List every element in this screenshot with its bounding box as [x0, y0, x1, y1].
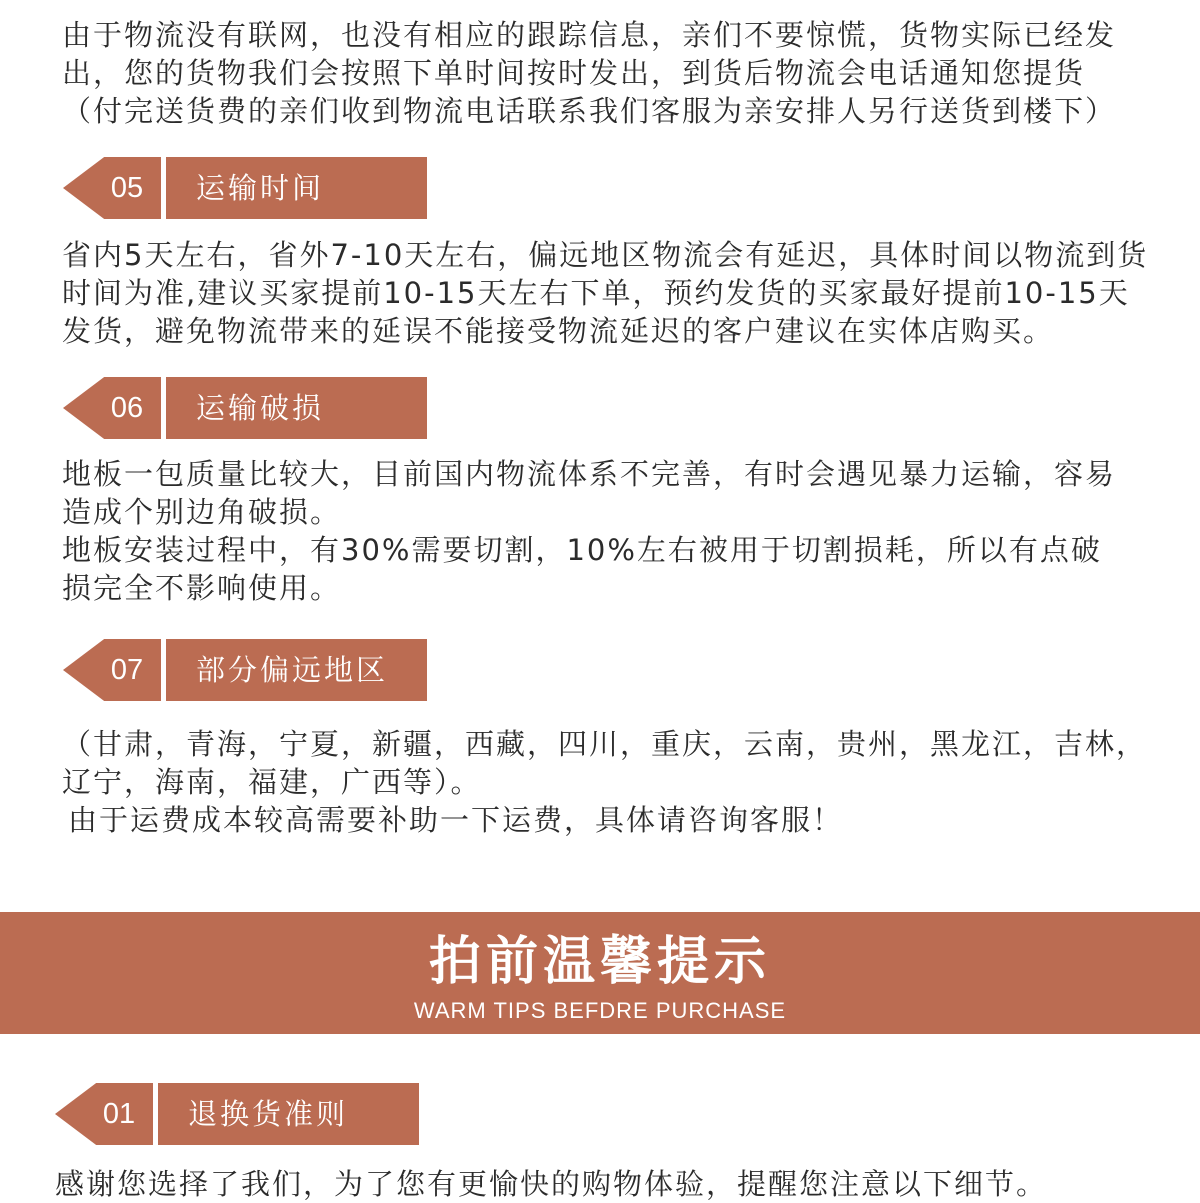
section-number: 06 [110, 392, 144, 424]
paragraph-line: 由于运费成本较高需要补助一下运费，具体请咨询客服！ [68, 803, 844, 837]
paragraph-line: 造成个别边角破损。 [62, 495, 342, 529]
section-title: 部分偏远地区 [196, 653, 389, 687]
section-title-box [166, 377, 427, 439]
section-number: 07 [110, 654, 144, 686]
paragraph-line: 损完全不影响使用。 [62, 571, 342, 605]
tip-01-paragraph [55, 1165, 1165, 1203]
section-title-box [166, 639, 427, 701]
intro-line: 由于物流没有联网，也没有相应的跟踪信息，亲们不要惊慌，货物实际已经发 [62, 18, 1117, 52]
paragraph-line: 省内5天左右，省外7-10天左右，偏远地区物流会有延迟，具体时间以物流到货 [62, 238, 1149, 272]
section-title: 运输破损 [196, 391, 325, 425]
intro-line: 出，您的货物我们会按照下单时间按时发出，到货后物流会电话通知您提货 [62, 56, 1086, 90]
section-number: 05 [110, 172, 144, 204]
intro-line: （付完送货费的亲们收到物流电话联系我们客服为亲安排人另行送货到楼下） [62, 94, 1117, 128]
section-06-header [63, 377, 427, 439]
paragraph-line: 地板安装过程中，有30%需要切割，10%左右被用于切割损耗，所以有点破 [62, 533, 1102, 567]
section-title: 退换货准则 [188, 1097, 349, 1131]
intro-paragraph [62, 16, 1172, 130]
section-title-box [166, 157, 427, 219]
paragraph-line: 辽宁，海南，福建，广西等）。 [62, 765, 482, 799]
paragraph-line: 地板一包质量比较大，目前国内物流体系不完善，有时会遇见暴力运输，容易 [62, 457, 1117, 491]
paragraph-line: （甘肃，青海，宁夏，新疆，西藏，四川，重庆，云南，贵州，黑龙江，吉林， [62, 727, 1148, 761]
warm-tips-banner [0, 912, 1200, 1034]
section-title-box [158, 1083, 419, 1145]
paragraph-line: 时间为准,建议买家提前10-15天左右下单，预约发货的买家最好提前10-15天 [62, 276, 1130, 310]
section-05-header [63, 157, 427, 219]
paragraph-line: 发货，避免物流带来的延误不能接受物流延迟的客户建议在实体店购买。 [62, 314, 1055, 348]
tip-01-header [55, 1083, 419, 1145]
banner-subtitle: WARM TIPS BEFDRE PURCHASE [413, 998, 787, 1023]
section-05-paragraph [62, 236, 1172, 350]
section-number: 01 [102, 1098, 136, 1130]
section-06-paragraph [62, 455, 1172, 607]
paragraph-line: 感谢您选择了我们，为了您有更愉快的购物体验，提醒您注意以下细节。 [55, 1167, 1048, 1201]
section-07-paragraph [62, 725, 1172, 839]
section-07-header [63, 639, 427, 701]
banner-title: 拍前温馨提示 [428, 932, 771, 992]
section-title: 运输时间 [196, 171, 325, 205]
